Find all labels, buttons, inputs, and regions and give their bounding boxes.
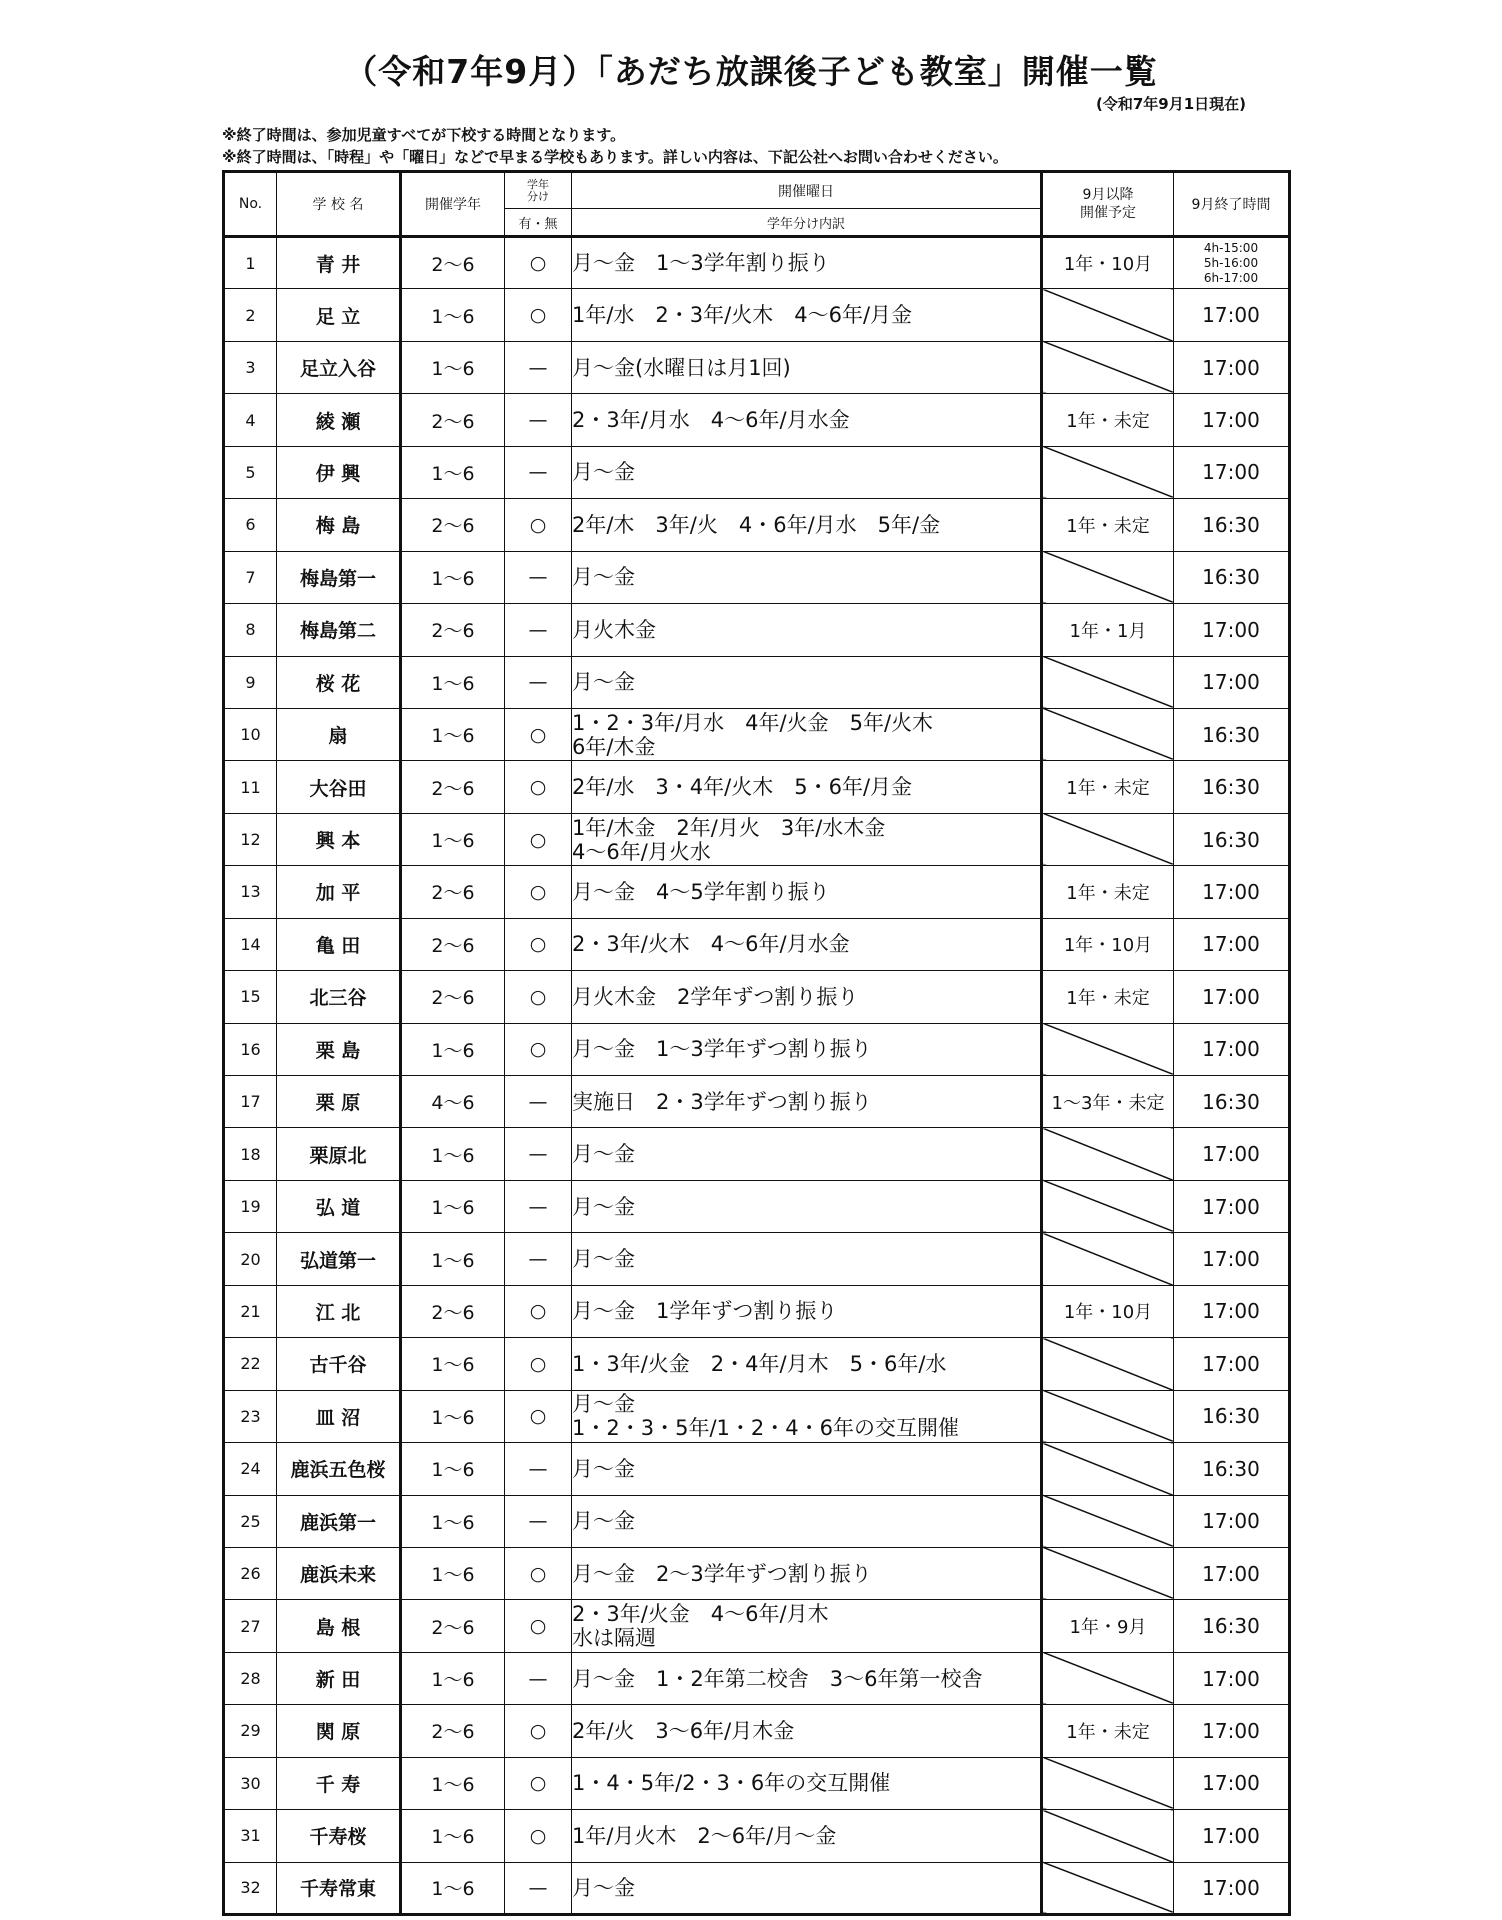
days-detail: 2年/火 3〜6年/月木金	[572, 1705, 1042, 1757]
table-row	[224, 708, 1290, 760]
grade-range: 2〜6	[401, 394, 505, 446]
days-detail: 実施日 2・3学年ずつ割り振り	[572, 1076, 1042, 1128]
days-detail: 月〜金 1〜3学年割り振り	[572, 237, 1042, 289]
future-plan: 1年・未定	[1042, 499, 1174, 551]
school-name: 皿 沼	[277, 1390, 401, 1442]
future-plan: 1年・10月	[1042, 1285, 1174, 1337]
row-number: 29	[224, 1705, 277, 1757]
row-number: 9	[224, 656, 277, 708]
school-name: 興 本	[277, 813, 401, 865]
days-detail: 2年/木 3年/火 4・6年/月水 5年/金	[572, 499, 1042, 551]
table-row	[224, 1023, 1290, 1075]
grade-split-mark: —	[505, 1233, 572, 1285]
days-detail: 月〜金	[572, 1862, 1042, 1914]
future-plan: 1年・9月	[1042, 1600, 1174, 1652]
grade-split-mark: ○	[505, 1285, 572, 1337]
grade-range: 2〜6	[401, 1600, 505, 1652]
end-time: 17:00	[1174, 394, 1290, 446]
days-detail: 2・3年/月水 4〜6年/月水金	[572, 394, 1042, 446]
row-number: 23	[224, 1390, 277, 1442]
days-detail: 月〜金	[572, 446, 1042, 498]
school-name: 大谷田	[277, 761, 401, 813]
end-time: 17:00	[1174, 1705, 1290, 1757]
table-row	[224, 604, 1290, 656]
end-time: 17:00	[1174, 1862, 1290, 1914]
grade-split-mark: —	[505, 551, 572, 603]
future-plan: 1年・10月	[1042, 918, 1174, 970]
future-plan	[1042, 1023, 1174, 1075]
end-time: 17:00	[1174, 971, 1290, 1023]
school-name: 加 平	[277, 866, 401, 918]
table-row	[224, 761, 1290, 813]
as-of-date: (令和7年9月1日現在)	[1095, 95, 1246, 113]
future-plan	[1042, 1180, 1174, 1232]
grade-range: 1〜6	[401, 1757, 505, 1809]
table-row	[224, 1338, 1290, 1390]
school-name: 島 根	[277, 1600, 401, 1652]
row-number: 6	[224, 499, 277, 551]
row-number: 32	[224, 1862, 277, 1914]
row-number: 31	[224, 1810, 277, 1862]
end-time: 16:30	[1174, 761, 1290, 813]
row-number: 20	[224, 1233, 277, 1285]
grade-split-mark: —	[505, 1076, 572, 1128]
grade-split-mark: —	[505, 1652, 572, 1704]
row-number: 21	[224, 1285, 277, 1337]
end-time: 17:00	[1174, 341, 1290, 393]
school-name: 千寿桜	[277, 1810, 401, 1862]
header-split-label: 学年 分け	[527, 177, 549, 203]
header-no: No.	[224, 172, 277, 237]
future-plan	[1042, 1495, 1174, 1547]
page-title: （令和7年9月）「あだち放課後子ども教室」開催一覧	[344, 52, 1158, 91]
future-plan	[1042, 813, 1174, 865]
grade-range: 1〜6	[401, 708, 505, 760]
grade-split-mark: —	[505, 341, 572, 393]
header-days-sub: 学年分け内訳	[572, 209, 1042, 237]
grade-range: 4〜6	[401, 1076, 505, 1128]
school-name: 梅島第二	[277, 604, 401, 656]
grade-range: 2〜6	[401, 866, 505, 918]
end-time: 17:00	[1174, 1547, 1290, 1599]
grade-split-mark: —	[505, 1128, 572, 1180]
table-row	[224, 918, 1290, 970]
school-name: 亀 田	[277, 918, 401, 970]
days-detail: 1・4・5年/2・3・6年の交互開催	[572, 1757, 1042, 1809]
future-plan	[1042, 1233, 1174, 1285]
grade-split-mark: ○	[505, 918, 572, 970]
grade-split-mark: ○	[505, 1705, 572, 1757]
table-row	[224, 1547, 1290, 1599]
row-number: 17	[224, 1076, 277, 1128]
end-time: 17:00	[1174, 866, 1290, 918]
future-plan	[1042, 1338, 1174, 1390]
grade-range: 2〜6	[401, 918, 505, 970]
end-time: 16:30	[1174, 708, 1290, 760]
note-end-time: ※終了時間は、参加児童すべてが下校する時間となります。	[222, 126, 626, 144]
end-time: 4h-15:00 5h-16:00 6h-17:00	[1174, 237, 1290, 289]
days-detail: 月〜金 4〜5学年割り振り	[572, 866, 1042, 918]
grade-split-mark: ○	[505, 1390, 572, 1442]
end-time: 17:00	[1174, 918, 1290, 970]
school-name: 伊 興	[277, 446, 401, 498]
grade-range: 1〜6	[401, 1338, 505, 1390]
days-detail: 2年/水 3・4年/火木 5・6年/月金	[572, 761, 1042, 813]
grade-range: 1〜6	[401, 1443, 505, 1495]
grade-split-mark: ○	[505, 289, 572, 341]
future-plan: 1年・未定	[1042, 971, 1174, 1023]
table-row	[224, 1390, 1290, 1442]
grade-split-mark: —	[505, 1862, 572, 1914]
grade-range: 1〜6	[401, 1547, 505, 1599]
row-number: 11	[224, 761, 277, 813]
row-number: 16	[224, 1023, 277, 1075]
grade-range: 2〜6	[401, 971, 505, 1023]
future-plan	[1042, 1390, 1174, 1442]
table-row	[224, 1233, 1290, 1285]
future-plan: 1〜3年・未定	[1042, 1076, 1174, 1128]
school-name: 鹿浜第一	[277, 1495, 401, 1547]
days-detail: 月〜金(水曜日は月1回)	[572, 341, 1042, 393]
future-plan	[1042, 1443, 1174, 1495]
table-row	[224, 551, 1290, 603]
end-time: 17:00	[1174, 1285, 1290, 1337]
grade-split-mark: ○	[505, 1023, 572, 1075]
future-plan	[1042, 341, 1174, 393]
school-name: 鹿浜未来	[277, 1547, 401, 1599]
grade-split-mark: —	[505, 604, 572, 656]
grade-range: 1〜6	[401, 551, 505, 603]
future-plan	[1042, 551, 1174, 603]
end-time: 16:30	[1174, 499, 1290, 551]
row-number: 3	[224, 341, 277, 393]
row-number: 28	[224, 1652, 277, 1704]
grade-range: 1〜6	[401, 656, 505, 708]
future-plan	[1042, 1862, 1174, 1914]
end-time: 16:30	[1174, 551, 1290, 603]
row-number: 15	[224, 971, 277, 1023]
row-number: 4	[224, 394, 277, 446]
row-number: 26	[224, 1547, 277, 1599]
table-row	[224, 1810, 1290, 1862]
table-row	[224, 1180, 1290, 1232]
future-plan	[1042, 446, 1174, 498]
end-time: 17:00	[1174, 1023, 1290, 1075]
future-plan: 1年・未定	[1042, 1705, 1174, 1757]
grade-range: 2〜6	[401, 1705, 505, 1757]
table-row	[224, 1285, 1290, 1337]
grade-range: 1〜6	[401, 1862, 505, 1914]
grade-split-mark: ○	[505, 1810, 572, 1862]
note-early-end: ※終了時間は、「時程」や「曜日」などで早まる学校もあります。詳しい内容は、下記公社へお問い合わせください。	[222, 148, 1008, 166]
days-detail: 月〜金	[572, 1495, 1042, 1547]
grade-range: 1〜6	[401, 1652, 505, 1704]
future-plan	[1042, 1757, 1174, 1809]
grade-split-mark: ○	[505, 1338, 572, 1390]
days-detail: 月〜金 1・2年第二校舎 3〜6年第一校舎	[572, 1652, 1042, 1704]
row-number: 24	[224, 1443, 277, 1495]
table-row	[224, 446, 1290, 498]
row-number: 2	[224, 289, 277, 341]
grade-range: 1〜6	[401, 1233, 505, 1285]
grade-range: 1〜6	[401, 1023, 505, 1075]
school-name: 北三谷	[277, 971, 401, 1023]
days-detail: 1年/月火木 2〜6年/月〜金	[572, 1810, 1042, 1862]
table-row	[224, 1652, 1290, 1704]
end-time: 17:00	[1174, 604, 1290, 656]
row-number: 25	[224, 1495, 277, 1547]
end-time: 17:00	[1174, 1128, 1290, 1180]
future-plan	[1042, 1810, 1174, 1862]
end-time: 16:30	[1174, 813, 1290, 865]
future-plan: 1年・1月	[1042, 604, 1174, 656]
grade-split-mark: —	[505, 1180, 572, 1232]
school-name: 梅島第一	[277, 551, 401, 603]
table-row	[224, 1705, 1290, 1757]
schedule-table	[222, 170, 1291, 1916]
days-detail: 2・3年/火金 4〜6年/月木 水は隔週	[572, 1600, 1042, 1652]
row-number: 8	[224, 604, 277, 656]
days-detail: 月〜金	[572, 1128, 1042, 1180]
grade-split-mark: —	[505, 656, 572, 708]
grade-split-mark: —	[505, 446, 572, 498]
grade-range: 2〜6	[401, 237, 505, 289]
school-name: 梅 島	[277, 499, 401, 551]
row-number: 22	[224, 1338, 277, 1390]
school-name: 古千谷	[277, 1338, 401, 1390]
end-time: 16:30	[1174, 1600, 1290, 1652]
end-time: 17:00	[1174, 1338, 1290, 1390]
days-detail: 月〜金	[572, 1180, 1042, 1232]
days-detail: 1・3年/火金 2・4年/月木 5・6年/水	[572, 1338, 1042, 1390]
row-number: 7	[224, 551, 277, 603]
future-plan: 1年・未定	[1042, 394, 1174, 446]
end-time: 17:00	[1174, 289, 1290, 341]
row-number: 30	[224, 1757, 277, 1809]
school-name: 栗 原	[277, 1076, 401, 1128]
future-plan	[1042, 708, 1174, 760]
row-number: 27	[224, 1600, 277, 1652]
grade-split-mark: ○	[505, 1547, 572, 1599]
days-detail: 1年/木金 2年/月火 3年/水木金 4〜6年/月火水	[572, 813, 1042, 865]
grade-range: 2〜6	[401, 761, 505, 813]
school-name: 関 原	[277, 1705, 401, 1757]
grade-range: 1〜6	[401, 1810, 505, 1862]
days-detail: 月〜金	[572, 1443, 1042, 1495]
days-detail: 月火木金	[572, 604, 1042, 656]
row-number: 10	[224, 708, 277, 760]
school-name: 桜 花	[277, 656, 401, 708]
end-time: 17:00	[1174, 1233, 1290, 1285]
row-number: 5	[224, 446, 277, 498]
end-time: 17:00	[1174, 1810, 1290, 1862]
school-name: 新 田	[277, 1652, 401, 1704]
future-plan	[1042, 289, 1174, 341]
header-grades: 開催学年	[401, 172, 505, 237]
table-row	[224, 289, 1290, 341]
row-number: 18	[224, 1128, 277, 1180]
school-name: 鹿浜五色桜	[277, 1443, 401, 1495]
grade-split-mark: ○	[505, 971, 572, 1023]
table-row	[224, 1862, 1290, 1914]
end-time: 17:00	[1174, 1495, 1290, 1547]
grade-range: 1〜6	[401, 813, 505, 865]
days-detail: 月〜金	[572, 1233, 1042, 1285]
table-row	[224, 1757, 1290, 1809]
grade-split-mark: ○	[505, 499, 572, 551]
table-body	[224, 237, 1290, 1915]
table-row	[224, 1600, 1290, 1652]
days-detail: 1年/水 2・3年/火木 4〜6年/月金	[572, 289, 1042, 341]
row-number: 14	[224, 918, 277, 970]
table-row	[224, 1443, 1290, 1495]
row-number: 12	[224, 813, 277, 865]
grade-range: 1〜6	[401, 1390, 505, 1442]
school-name: 栗 島	[277, 1023, 401, 1075]
header-split	[505, 172, 572, 209]
table-row	[224, 1495, 1290, 1547]
school-name: 千寿常東	[277, 1862, 401, 1914]
grade-range: 1〜6	[401, 289, 505, 341]
grade-split-mark: ○	[505, 866, 572, 918]
school-name: 扇	[277, 708, 401, 760]
school-name: 弘 道	[277, 1180, 401, 1232]
row-number: 1	[224, 237, 277, 289]
table-row	[224, 971, 1290, 1023]
school-name: 栗原北	[277, 1128, 401, 1180]
table-row	[224, 499, 1290, 551]
grade-split-mark: —	[505, 1495, 572, 1547]
days-detail: 月〜金 2〜3学年ずつ割り振り	[572, 1547, 1042, 1599]
row-number: 19	[224, 1180, 277, 1232]
future-plan	[1042, 1547, 1174, 1599]
future-plan	[1042, 1652, 1174, 1704]
grade-range: 2〜6	[401, 604, 505, 656]
end-time: 16:30	[1174, 1443, 1290, 1495]
grade-range: 1〜6	[401, 1495, 505, 1547]
grade-range: 2〜6	[401, 1285, 505, 1337]
school-name: 千 寿	[277, 1757, 401, 1809]
end-time: 17:00	[1174, 656, 1290, 708]
future-plan: 1年・未定	[1042, 761, 1174, 813]
days-detail: 1・2・3年/月水 4年/火金 5年/火木 6年/木金	[572, 708, 1042, 760]
days-detail: 月〜金	[572, 551, 1042, 603]
header-school: 学 校 名	[277, 172, 401, 237]
table-row	[224, 1128, 1290, 1180]
table-row	[224, 813, 1290, 865]
grade-split-mark: —	[505, 1443, 572, 1495]
grade-range: 1〜6	[401, 446, 505, 498]
table-row	[224, 1076, 1290, 1128]
future-plan	[1042, 1128, 1174, 1180]
grade-range: 1〜6	[401, 1180, 505, 1232]
header-end-time: 9月終了時間	[1174, 172, 1290, 237]
days-detail: 月〜金 1〜3学年ずつ割り振り	[572, 1023, 1042, 1075]
grade-split-mark: ○	[505, 1757, 572, 1809]
end-time: 17:00	[1174, 1652, 1290, 1704]
grade-split-mark: ○	[505, 1600, 572, 1652]
grade-range: 1〜6	[401, 1128, 505, 1180]
grade-range: 1〜6	[401, 341, 505, 393]
school-name: 江 北	[277, 1285, 401, 1337]
grade-range: 2〜6	[401, 499, 505, 551]
header-plan: 9月以降 開催予定	[1042, 172, 1174, 237]
grade-split-mark: ○	[505, 761, 572, 813]
header-split-sub: 有・無	[505, 209, 572, 237]
grade-split-mark: ○	[505, 708, 572, 760]
school-name: 弘道第一	[277, 1233, 401, 1285]
end-time: 16:30	[1174, 1076, 1290, 1128]
end-time: 17:00	[1174, 446, 1290, 498]
days-detail: 月〜金	[572, 656, 1042, 708]
table-row	[224, 341, 1290, 393]
future-plan	[1042, 656, 1174, 708]
grade-split-mark: —	[505, 394, 572, 446]
table-row	[224, 866, 1290, 918]
days-detail: 2・3年/火木 4〜6年/月水金	[572, 918, 1042, 970]
header-days: 開催曜日	[572, 172, 1042, 209]
end-time: 17:00	[1174, 1180, 1290, 1232]
school-name: 青 井	[277, 237, 401, 289]
grade-split-mark: ○	[505, 813, 572, 865]
table-header	[224, 172, 1290, 237]
grade-split-mark: ○	[505, 237, 572, 289]
future-plan: 1年・未定	[1042, 866, 1174, 918]
days-detail: 月〜金 1・2・3・5年/1・2・4・6年の交互開催	[572, 1390, 1042, 1442]
days-detail: 月〜金 1学年ずつ割り振り	[572, 1285, 1042, 1337]
days-detail: 月火木金 2学年ずつ割り振り	[572, 971, 1042, 1023]
table-row	[224, 656, 1290, 708]
end-time: 17:00	[1174, 1757, 1290, 1809]
school-name: 足 立	[277, 289, 401, 341]
end-time: 16:30	[1174, 1390, 1290, 1442]
school-name: 綾 瀬	[277, 394, 401, 446]
table-row	[224, 237, 1290, 289]
future-plan: 1年・10月	[1042, 237, 1174, 289]
row-number: 13	[224, 866, 277, 918]
school-name: 足立入谷	[277, 341, 401, 393]
table-row	[224, 394, 1290, 446]
